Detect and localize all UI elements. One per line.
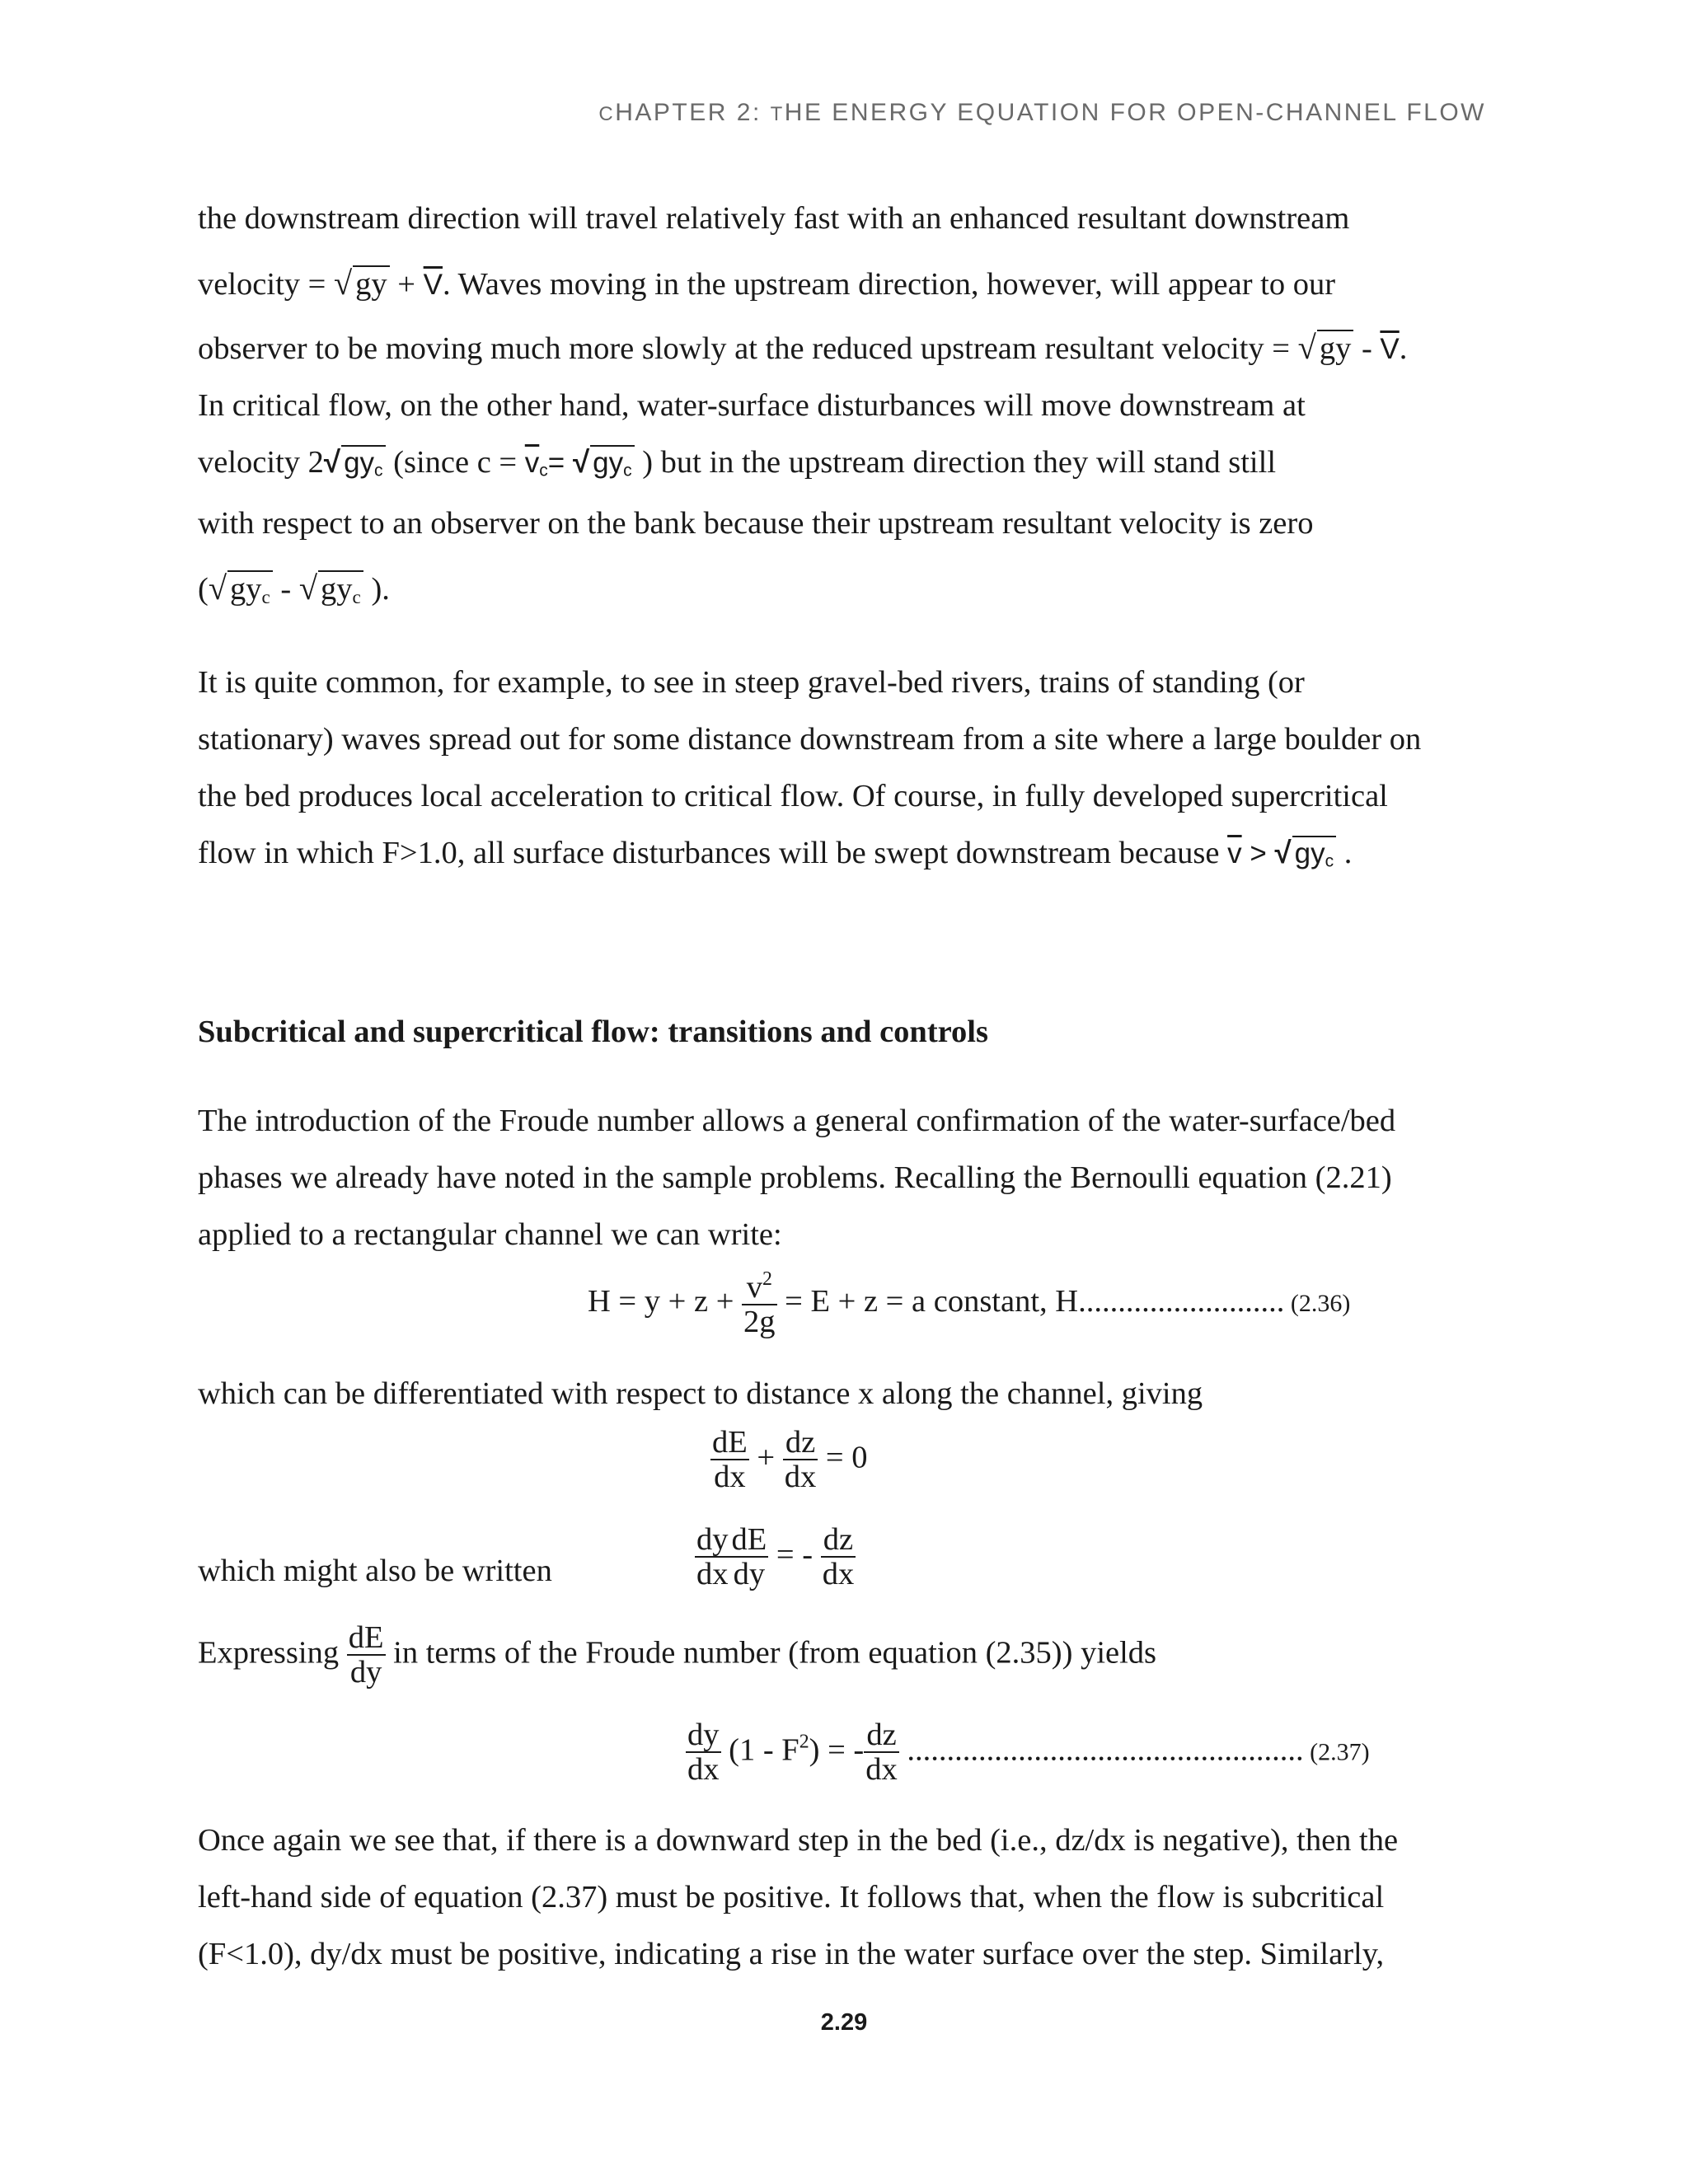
para3-line3: applied to a rectangular channel we can write: <box>198 1217 782 1252</box>
para1-line3: observer to be moving much more slowly at the reduced upstream resultant velocity = √ gy - $\overline{V}$. <box>198 329 1408 366</box>
para1-line6: with respect to an observer on the bank because their upstream resultant velocity is zero <box>198 506 1314 541</box>
para2-line2: stationary) waves spread out for some distance downstream from a site where a large boulder on <box>198 722 1422 757</box>
para6-line: Expressing $\frac{dE}{dy}$ in terms of the Froude number (from equation (2.35)) yields <box>198 1620 1157 1690</box>
equation-differential: $\frac{dE}{dx}$ + $\frac{dz}{dx}$ = 0 <box>712 1425 868 1495</box>
equation-2-37: $\frac{dy}{dx}$ $(1 - F^2)$ = - $\frac{dz}{dx}$ .................................................. (2.37) <box>687 1718 1370 1788</box>
sqrt-symbol: √ $gy_c$ <box>324 448 386 480</box>
para1-line1: the downstream direction will travel relatively fast with an enhanced resultant downstream <box>198 201 1350 236</box>
para2-line3: the bed produces local acceleration to critical flow. Of course, in fully developed supercritical <box>198 779 1388 813</box>
fraction: $\frac{dE}{dy}$ <box>348 1620 384 1690</box>
para1-line7: (√ $gy_c$ - √ $gy_c$ ). <box>198 569 390 608</box>
para4-line: which can be differentiated with respect to distance x along the channel, giving <box>198 1376 1203 1411</box>
fraction: $\frac{dE}{dy}$ <box>731 1522 767 1592</box>
para3-line2: phases we already have noted in the sample problems. Recalling the Bernoulli equation (2.21) <box>198 1160 1392 1195</box>
sqrt-symbol: √ gy <box>1298 331 1354 365</box>
sqrt-symbol: √ $gy_c$ <box>209 572 273 607</box>
fraction: $\frac{dz}{dx}$ <box>822 1522 855 1592</box>
equation-2-36: H = y + z + $\frac{v^2}{2g}$ = E + z = a constant, H.......................... (2.36) <box>588 1268 1351 1340</box>
para3-line1: The introduction of the Froude number allows a general confirmation of the water-surface/bed <box>198 1104 1396 1138</box>
sqrt-symbol: √ $gy_c$ <box>1275 838 1337 870</box>
equation-alternate: $\frac{dy}{dx}$ $\frac{dE}{dy}$ = - $\frac{dz}{dx}$ <box>696 1522 855 1592</box>
para1-line4: In critical flow, on the other hand, water-surface disturbances will move downstream at <box>198 388 1306 423</box>
para7-line2: left-hand side of equation (2.37) must be positive. It follows that, when the flow is subcritical <box>198 1880 1385 1915</box>
sqrt-symbol: √ $gy_c$ <box>573 448 635 480</box>
fraction: $\frac{v^2}{2g}$ <box>743 1268 776 1340</box>
para2-line1: It is quite common, for example, to see in steep gravel-bed rivers, trains of standing (or <box>198 665 1305 700</box>
running-header: CHAPTER 2: THE ENERGY EQUATION FOR OPEN-CHANNEL FLOW <box>598 99 1486 126</box>
sqrt-symbol: √ $gy_c$ <box>299 572 363 607</box>
section-heading: Subcritical and supercritical flow: transitions and controls <box>198 1015 988 1049</box>
para2-line4: flow in which F>1.0, all surface disturbances will be swept downstream because $\overline{v}$ > √ $gy_c$ . <box>198 836 1353 871</box>
para7-line1: Once again we see that, if there is a downward step in the bed (i.e., dz/dx is negative), then the <box>198 1823 1399 1858</box>
fraction: $\frac{dy}{dx}$ <box>696 1522 729 1592</box>
fraction: $\frac{dz}{dx}$ <box>784 1425 817 1495</box>
fraction: $\frac{dz}{dx}$ <box>865 1718 898 1788</box>
sqrt-symbol: √ gy <box>334 267 390 301</box>
para1-line5: velocity 2√ $gy_c$ (since $c = \overline{v}_c=$ √ $gy_c$ ) but in the upstream direction they will stand still <box>198 445 1277 480</box>
fraction: $\frac{dE}{dx}$ <box>712 1425 748 1495</box>
para7-line3: (F<1.0), dy/dx must be positive, indicating a rise in the water surface over the step. Similarly, <box>198 1937 1385 1971</box>
fraction: $\frac{dy}{dx}$ <box>687 1718 720 1788</box>
para5-line: which might also be written <box>198 1554 552 1588</box>
para1-line2: velocity = √ gy + $\overline{V}$. Waves moving in the upstream direction, however, will appear to our <box>198 265 1336 302</box>
page-number: 2.29 <box>820 2009 868 2036</box>
